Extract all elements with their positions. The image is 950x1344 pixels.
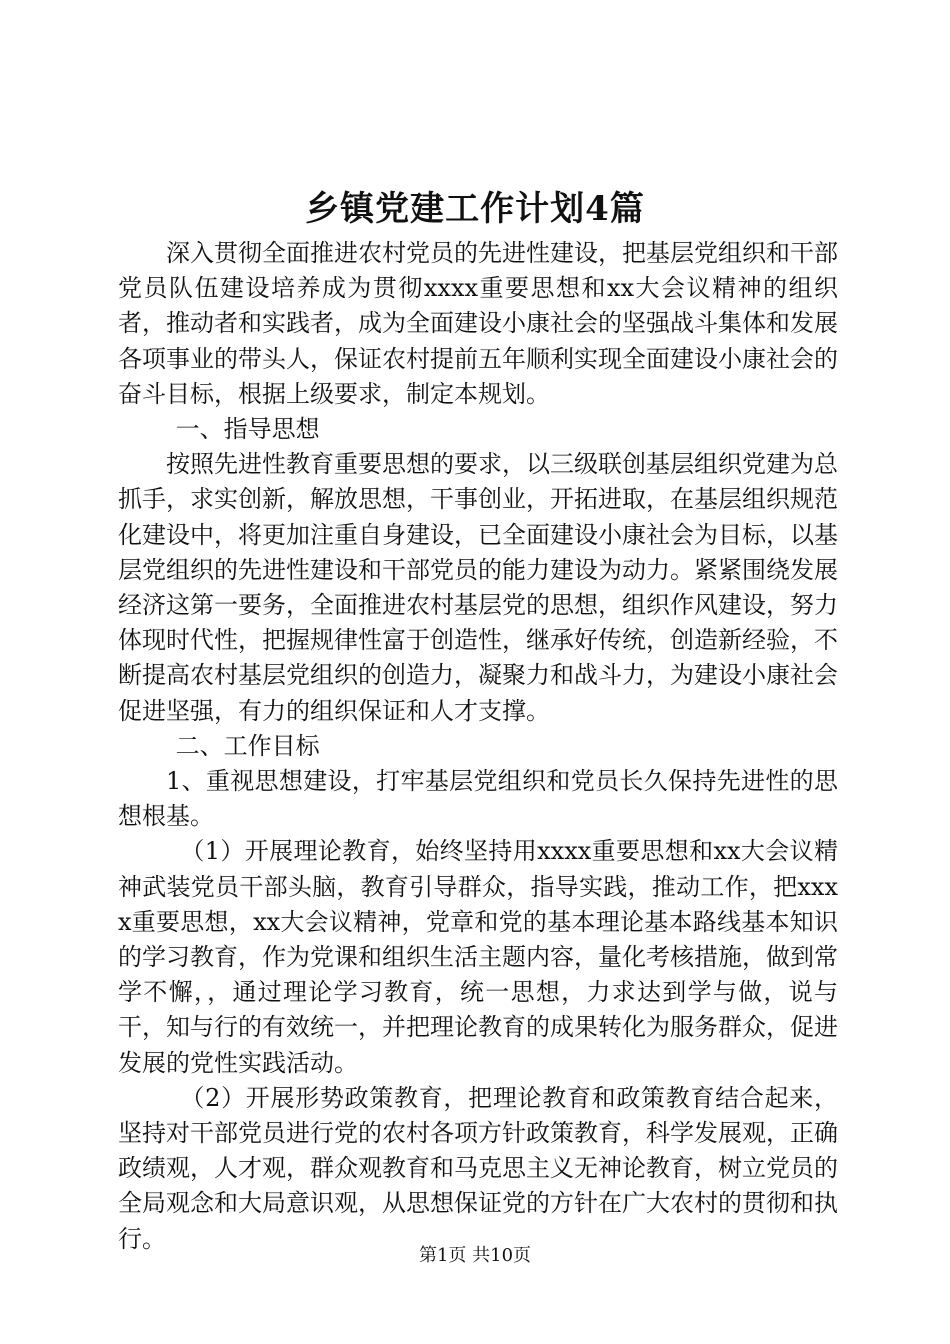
goal-1-item-1-paragraph: （1）开展理论教育，始终坚持用xxxx重要思想和xx大会议精神武装党员干部头脑，教育引导群众，指导实践，推动工作，把xxxx重要思想，xx大会议精神，党章和党的基本理论基本路线基本知识的学习教育，作为党课和组织生活主题内容，量化考核措施，做到常学不懈，，通过理论学习教育，统一思想，力求达到学与做，说与干，知与行的有效统一，并把理论教育的成果转化为服务群众，促进发展的党性实践活动。 xyxy=(118,837,838,1077)
document-body xyxy=(118,236,838,1257)
document-title: 乡镇党建工作计划4篇 xyxy=(305,189,645,229)
intro-paragraph: 深入贯彻全面推进农村党员的先进性建设，把基层党组织和干部党员队伍建设培养成为贯彻xxxx重要思想和xx大会议精神的组织者，推动者和实践者，成为全面建设小康社会的坚强战斗集体和发展各项事业的带头人，保证农村提前五年顺利实现全面建设小康社会的奋斗目标，根据上级要求，制定本规划。 xyxy=(118,239,838,408)
guiding-thought-paragraph: 按照先进性教育重要思想的要求，以三级联创基层组织党建为总抓手，求实创新，解放思想，干事创业，开拓进取，在基层组织规范化建设中，将更加注重自身建设，已全面建设小康社会为目标，以基层党组织的先进性建设和干部党员的能力建设为动力。紧紧围绕发展经济这第一要务，全面推进农村基层党的思想，组织作风建设，努力体现时代性，把握规律性富于创造性，继承好传统，创造新经验，不断提高农村基层党组织的创造力，凝聚力和战斗力，为建设小康社会促进坚强，有力的组织保证和人才支撑。 xyxy=(118,450,838,725)
page-footer: 第1页 共10页 xyxy=(418,1245,532,1266)
goal-1-item-2-paragraph: （2）开展形势政策教育，把理论教育和政策教育结合起来，坚持对干部党员进行党的农村各项方针政策教育，科学发展观，正确政绩观，人才观，群众观教育和马克思主义无神论教育，树立党员的全局观念和大局意识观，从思想保证党的方针在广大农村的贯彻和执行。 xyxy=(118,1083,838,1253)
section-heading-guiding-thought: 一、指导思想 xyxy=(175,415,320,444)
goal-1-paragraph: 1、重视思想建设，打牢基层党组织和党员长久保持先进性的思想根基。 xyxy=(118,767,838,831)
section-heading-work-goals: 二、工作目标 xyxy=(175,731,320,760)
